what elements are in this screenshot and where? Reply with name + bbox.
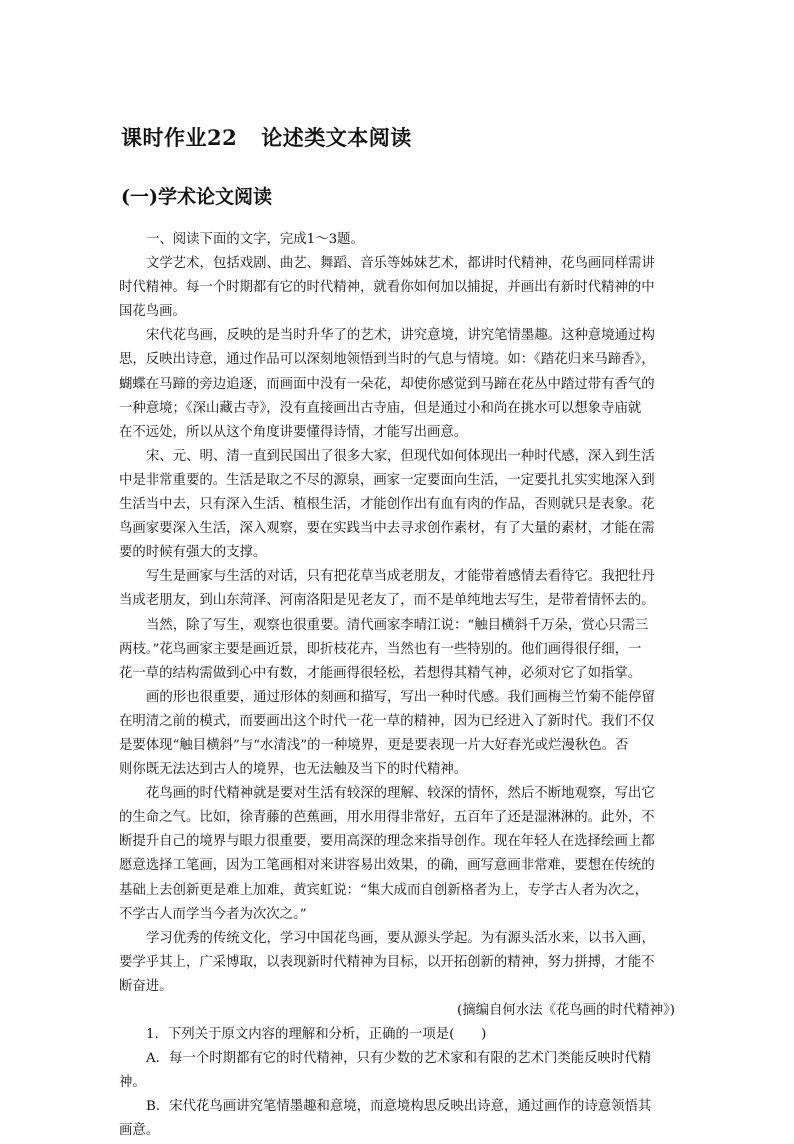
article-line: 断提升自己的境界与眼力很重要，要用高深的理念来指导创作。现在年轻人在选择绘画上都: [119, 834, 655, 850]
article-line: 时代精神。每一个时期都有它的时代精神，就看你如何加以捕捉，并画出有新时代精神的中: [119, 280, 655, 296]
article-line: 文学艺术，包括戏剧、曲艺、舞蹈、音乐等姊妹艺术，都讲时代精神，花鸟画同样需讲: [146, 256, 655, 272]
article-line: 当然，除了写生，观察也很重要。清代画家李晴江说：“触目横斜千万朵，赏心只需三: [146, 617, 649, 633]
article-line: 宋、元、明、清一直到民国出了很多大家，但现代如何体现出一种时代感，深入到生活: [146, 448, 655, 464]
article-line: 写生是画家与生活的对话，只有把花草当成老朋友，才能带着感情去看待它。我把牡丹: [146, 569, 655, 585]
article-line: 愿意选择工笔画，因为工笔画相对来讲容易出效果，的确，画写意画非常难，要想在传统的: [119, 858, 655, 874]
article-body: [119, 228, 683, 1144]
article-line: 生活当中去，只有深入生活、植根生活，才能创作出有血有肉的作品，否则就只是表象。花: [119, 497, 655, 513]
article-line: 当成老朋友，到山东菏泽、河南洛阳是见老友了，而不是单纯地去写生，是带着情怀去的。: [119, 593, 655, 609]
question-line: 神。: [119, 1075, 146, 1091]
article-line: 一种意境；《深山藏古寺》，没有直接画出古寺庙，但是通过小和尚在挑水可以想象寺庙就: [119, 400, 642, 416]
article-line: 两枝。”花鸟画家主要是画近景，即折枝花卉，当然也有一些特别的。他们画得很仔细，一: [119, 641, 642, 657]
article-line: 思，反映出诗意，通过作品可以深刻地领悟到当时的气息与情境。如：《踏花归来马蹄香》，: [119, 352, 655, 368]
question-line: B．宋代花鸟画讲究笔情墨趣和意境，而意境构思反映出诗意，通过画作的诗意领悟其: [146, 1099, 652, 1115]
article-line: 要学乎其上，广采博取，以表现新时代精神为目标，以开拓创新的精神，努力拼搏，才能不: [119, 954, 655, 970]
article-line: 一、阅读下面的文字，完成1～3题。: [146, 232, 364, 247]
section-heading: (一)学术论文阅读: [121, 186, 272, 208]
title-prefix: 课时作业22: [121, 125, 238, 150]
article-line: 中是非常重要的。生活是取之不尽的源泉，画家一定要面向生活，一定要扎扎实实地深入到: [119, 472, 655, 488]
article-line: 的生命之气。比如，徐青藤的芭蕉画，用水用得非常好，五百年了还是湿淋淋的。此外，不: [119, 810, 655, 826]
source-citation: (摘编自何水法《花鸟画的时代精神》): [457, 1003, 675, 1018]
article-line: 要的时候有强大的支撑。: [119, 545, 267, 561]
question-line: 画意。: [119, 1123, 160, 1139]
article-line: 基础上去创新更是难上加难，黄宾虹说：“集大成而自创新格者为上，专学古人者为次之，: [119, 882, 649, 898]
article-line: 花一草的结构需做到心中有数，才能画得很轻松，若想得其精气神，必须对它了如指掌。: [119, 665, 642, 681]
article-line: 不学古人而学当今者为次次之。”: [119, 906, 307, 922]
article-line: 画的形也很重要，通过形体的刻画和描写，写出一种时代感。我们画梅兰竹菊不能停留: [146, 689, 655, 705]
question-line: A．每一个时期都有它的时代精神，只有少数的艺术家和有限的艺术门类能反映时代精: [146, 1051, 652, 1067]
article-line: 在明清之前的模式，而要画出这个时代一花一草的精神，因为已经进入了新时代。我们不仅: [119, 713, 655, 729]
article-line: 断奋进。: [119, 978, 173, 994]
article-line: 是要体现“触目横斜”与“水清浅”的一种境界，更是要表现一片大好春光或烂漫秋色。否: [119, 737, 629, 753]
title-main: 论述类文本阅读: [261, 125, 412, 150]
question-line: 1．下列关于原文内容的理解和分析，正确的一项是( ): [146, 1027, 487, 1043]
article-line: 蝴蝶在马蹄的旁边追逐，而画面中没有一朵花，却使你感觉到马蹄在花丛中踏过带有香气的: [119, 376, 655, 392]
article-line: 则你既无法达到古人的境界，也无法触及当下的时代精神。: [119, 762, 468, 778]
page-title: [121, 122, 412, 152]
article-line: 宋代花鸟画，反映的是当时升华了的艺术，讲究意境，讲究笔情墨趣。这种意境通过构: [146, 328, 655, 344]
article-line: 花鸟画的时代精神就是要对生活有较深的理解、较深的情怀，然后不断地观察，写出它: [146, 786, 655, 802]
article-line: 在不远处，所以从这个角度讲要懂得诗情，才能写出画意。: [119, 424, 468, 440]
article-line: 学习优秀的传统文化，学习中国花鸟画，要从源头学起。为有源头活水来，以书入画，: [146, 930, 655, 946]
article-line: 国花鸟画。: [119, 304, 186, 320]
article-line: 鸟画家要深入生活，深入观察，要在实践当中去寻求创作素材，有了大量的素材，才能在需: [119, 521, 655, 537]
